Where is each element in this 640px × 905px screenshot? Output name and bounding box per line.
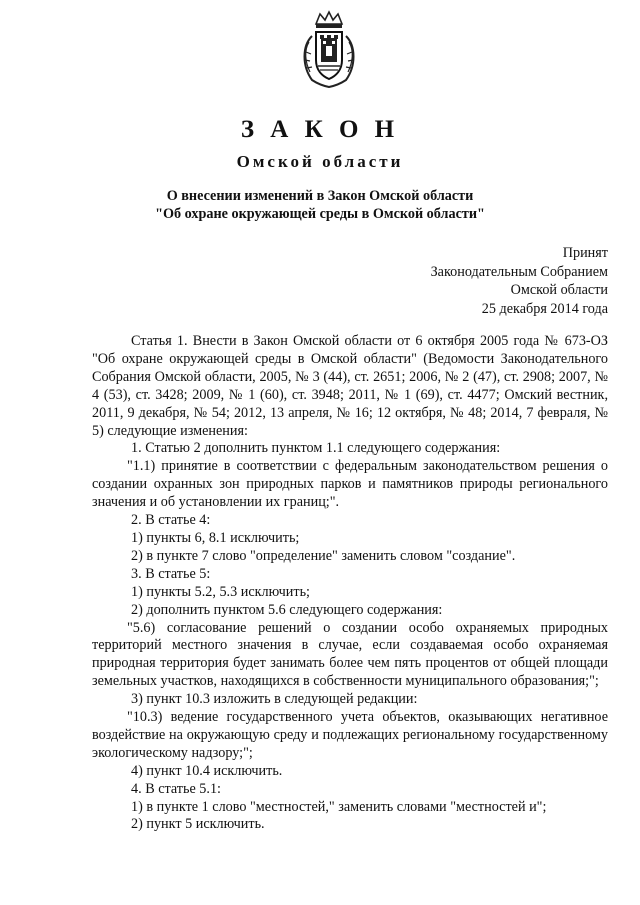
amendment-item-2-sub-1: 1) пункты 6, 8.1 исключить; — [131, 529, 300, 546]
adoption-date: 25 декабря 2014 года — [481, 300, 608, 317]
amendment-item-1: 1. Статью 2 дополнить пунктом 1.1 следующего содержания: — [131, 440, 501, 457]
adoption-block — [431, 244, 608, 318]
coat-of-arms-emblem — [298, 10, 360, 88]
amendment-item-4-sub-2: 2) пункт 5 исключить. — [131, 816, 265, 833]
amendment-item-3-sub-3-text: "10.3) ведение государственного учета объектов, оказывающих негативное воздействие на окружающую среду и подлежащих региональному государственному экологическому надзору;"; — [92, 709, 608, 761]
amendment-item-3-sub-3: 3) пункт 10.3 изложить в следующей редакции: — [131, 691, 418, 708]
amendment-item-3-sub-2: 2) дополнить пунктом 5.6 следующего содержания: — [131, 601, 443, 618]
amendment-item-3: 3. В статье 5: — [131, 565, 211, 582]
law-heading-line-1: О внесении изменений в Закон Омской области — [166, 188, 474, 204]
amendment-item-1-text: "1.1) принятие в соответствии с федеральным законодательством решения о создании охранных зон природных парков и памятников природы регионального значения и об установлении их границ;". — [92, 458, 608, 511]
adoption-line-2: Законодательным Собранием — [430, 263, 608, 280]
amendment-item-3-sub-2-text: "5.6) согласование решений о создании особо охраняемых природных территорий местного значения в случае, если создаваемая особо охраняемая природная территория будет занимать более чем пять процентов от общей площади земельных участков, находящихся в собственности муниципального образования;"; — [92, 619, 608, 690]
amendment-item-3-sub-1: 1) пункты 5.2, 5.3 исключить; — [131, 583, 310, 600]
adoption-line-1: Принят — [562, 245, 608, 261]
amendment-item-2: 2. В статье 4: — [131, 512, 211, 529]
article-1-paragraph: Статья 1. Внести в Закон Омской области от 6 октября 2005 года № 673-ОЗ "Об охране окружающей среды в Омской области" (Ведомости Законодательного Собрания Омской области, 2005, № 3 (44), ст. 2651; 2006, № 2 (47), ст. 2908; 2007, № 4 (53), ст. 3428; 2009, № 1 (60), ст. 3948; 2011, № 1 (69), ст. 4477; Омский вестник, 2011, 9 декабря, № 54; 2012, 13 апреля, № 16; 12 октября, № 48; 2014, 7 февраля, № 5) следующие изменения: — [92, 333, 608, 439]
law-title: З А К О Н — [240, 116, 400, 143]
law-region-subtitle: Омской области — [236, 152, 404, 171]
amendment-item-4-sub-1: 1) в пункте 1 слово "местностей," заменить словами "местностей и"; — [131, 798, 547, 815]
law-heading — [0, 187, 640, 223]
law-body — [92, 333, 608, 834]
amendment-item-3-sub-4: 4) пункт 10.4 исключить. — [131, 762, 283, 779]
law-heading-line-2: "Об охране окружающей среды в Омской области" — [155, 206, 485, 222]
amendment-item-2-sub-2: 2) в пункте 7 слово "определение" заменить словом "создание". — [131, 547, 516, 564]
amendment-item-4: 4. В статье 5.1: — [131, 780, 221, 797]
adoption-line-3: Омской области — [510, 282, 608, 298]
